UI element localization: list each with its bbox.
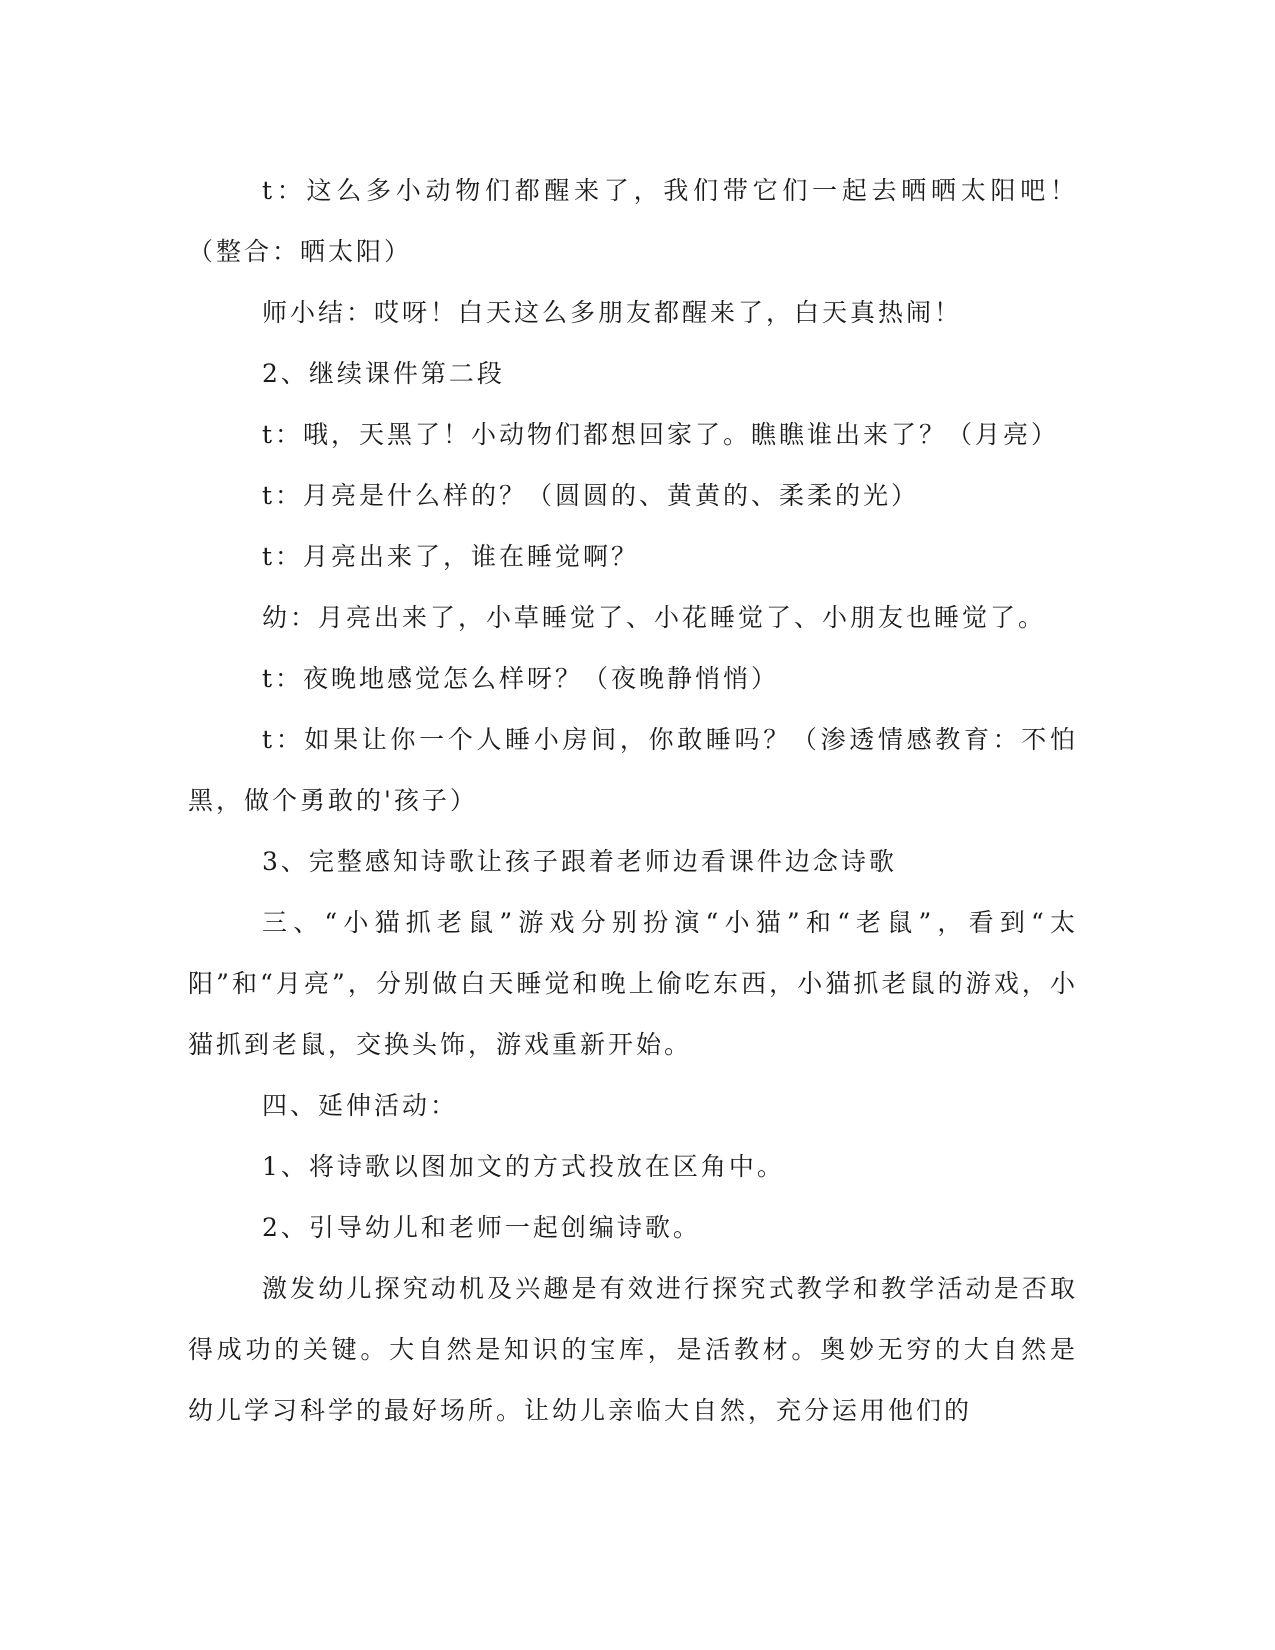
paragraph-night-falls: t：哦，天黑了！小动物们都想回家了。瞧瞧谁出来了？（月亮） xyxy=(262,420,1060,449)
paragraph-teacher-summary: 师小结：哎呀！白天这么多朋友都醒来了，白天真热闹！ xyxy=(262,298,963,327)
paragraph-child-answer: 幼：月亮出来了，小草睡觉了、小花睡觉了、小朋友也睡觉了。 xyxy=(262,603,1047,632)
paragraph-who-sleeps: t：月亮出来了，谁在睡觉啊？ xyxy=(262,542,640,571)
paragraph-recite-poem: 3、完整感知诗歌让孩子跟着老师边看课件边念诗歌 xyxy=(262,847,897,876)
document-body xyxy=(188,160,1078,1441)
paragraph-extension-heading: 四、延伸活动： xyxy=(262,1091,459,1120)
paragraph-courseware-part-two: 2、继续课件第二段 xyxy=(262,359,505,388)
paragraph-moon-shape: t：月亮是什么样的？（圆圆的、黄黄的、柔柔的光） xyxy=(262,481,920,510)
paragraph-brave-child: t：如果让你一个人睡小房间，你敢睡吗？（渗透情感教育：不怕黑，做个勇敢的'孩子） xyxy=(188,725,1078,815)
paragraph-reflection: 激发幼儿探究动机及兴趣是有效进行探究式教学和教学活动是否取得成功的关键。大自然是知识的宝库，是活教材。奥妙无穷的大自然是幼儿学习科学的最好场所。让幼儿亲临大自然，充分运用他们的 xyxy=(188,1274,1078,1425)
paragraph-night-feeling: t：夜晚地感觉怎么样呀？（夜晚静悄悄） xyxy=(262,664,780,693)
paragraph-extension-one: 1、将诗歌以图加文的方式投放在区角中。 xyxy=(262,1152,785,1181)
paragraph-extension-two: 2、引导幼儿和老师一起创编诗歌。 xyxy=(262,1213,701,1242)
paragraph-sun-outing: t：这么多小动物们都醒来了，我们带它们一起去晒晒太阳吧！（整合：晒太阳） xyxy=(188,176,1078,266)
paragraph-cat-mouse-game: 三、“小猫抓老鼠”游戏分别扮演“小猫”和“老鼠”，看到“太阳”和“月亮”，分别做白天睡觉和晚上偷吃东西，小猫抓老鼠的游戏，小猫抓到老鼠，交换头饰，游戏重新开始。 xyxy=(188,908,1078,1059)
